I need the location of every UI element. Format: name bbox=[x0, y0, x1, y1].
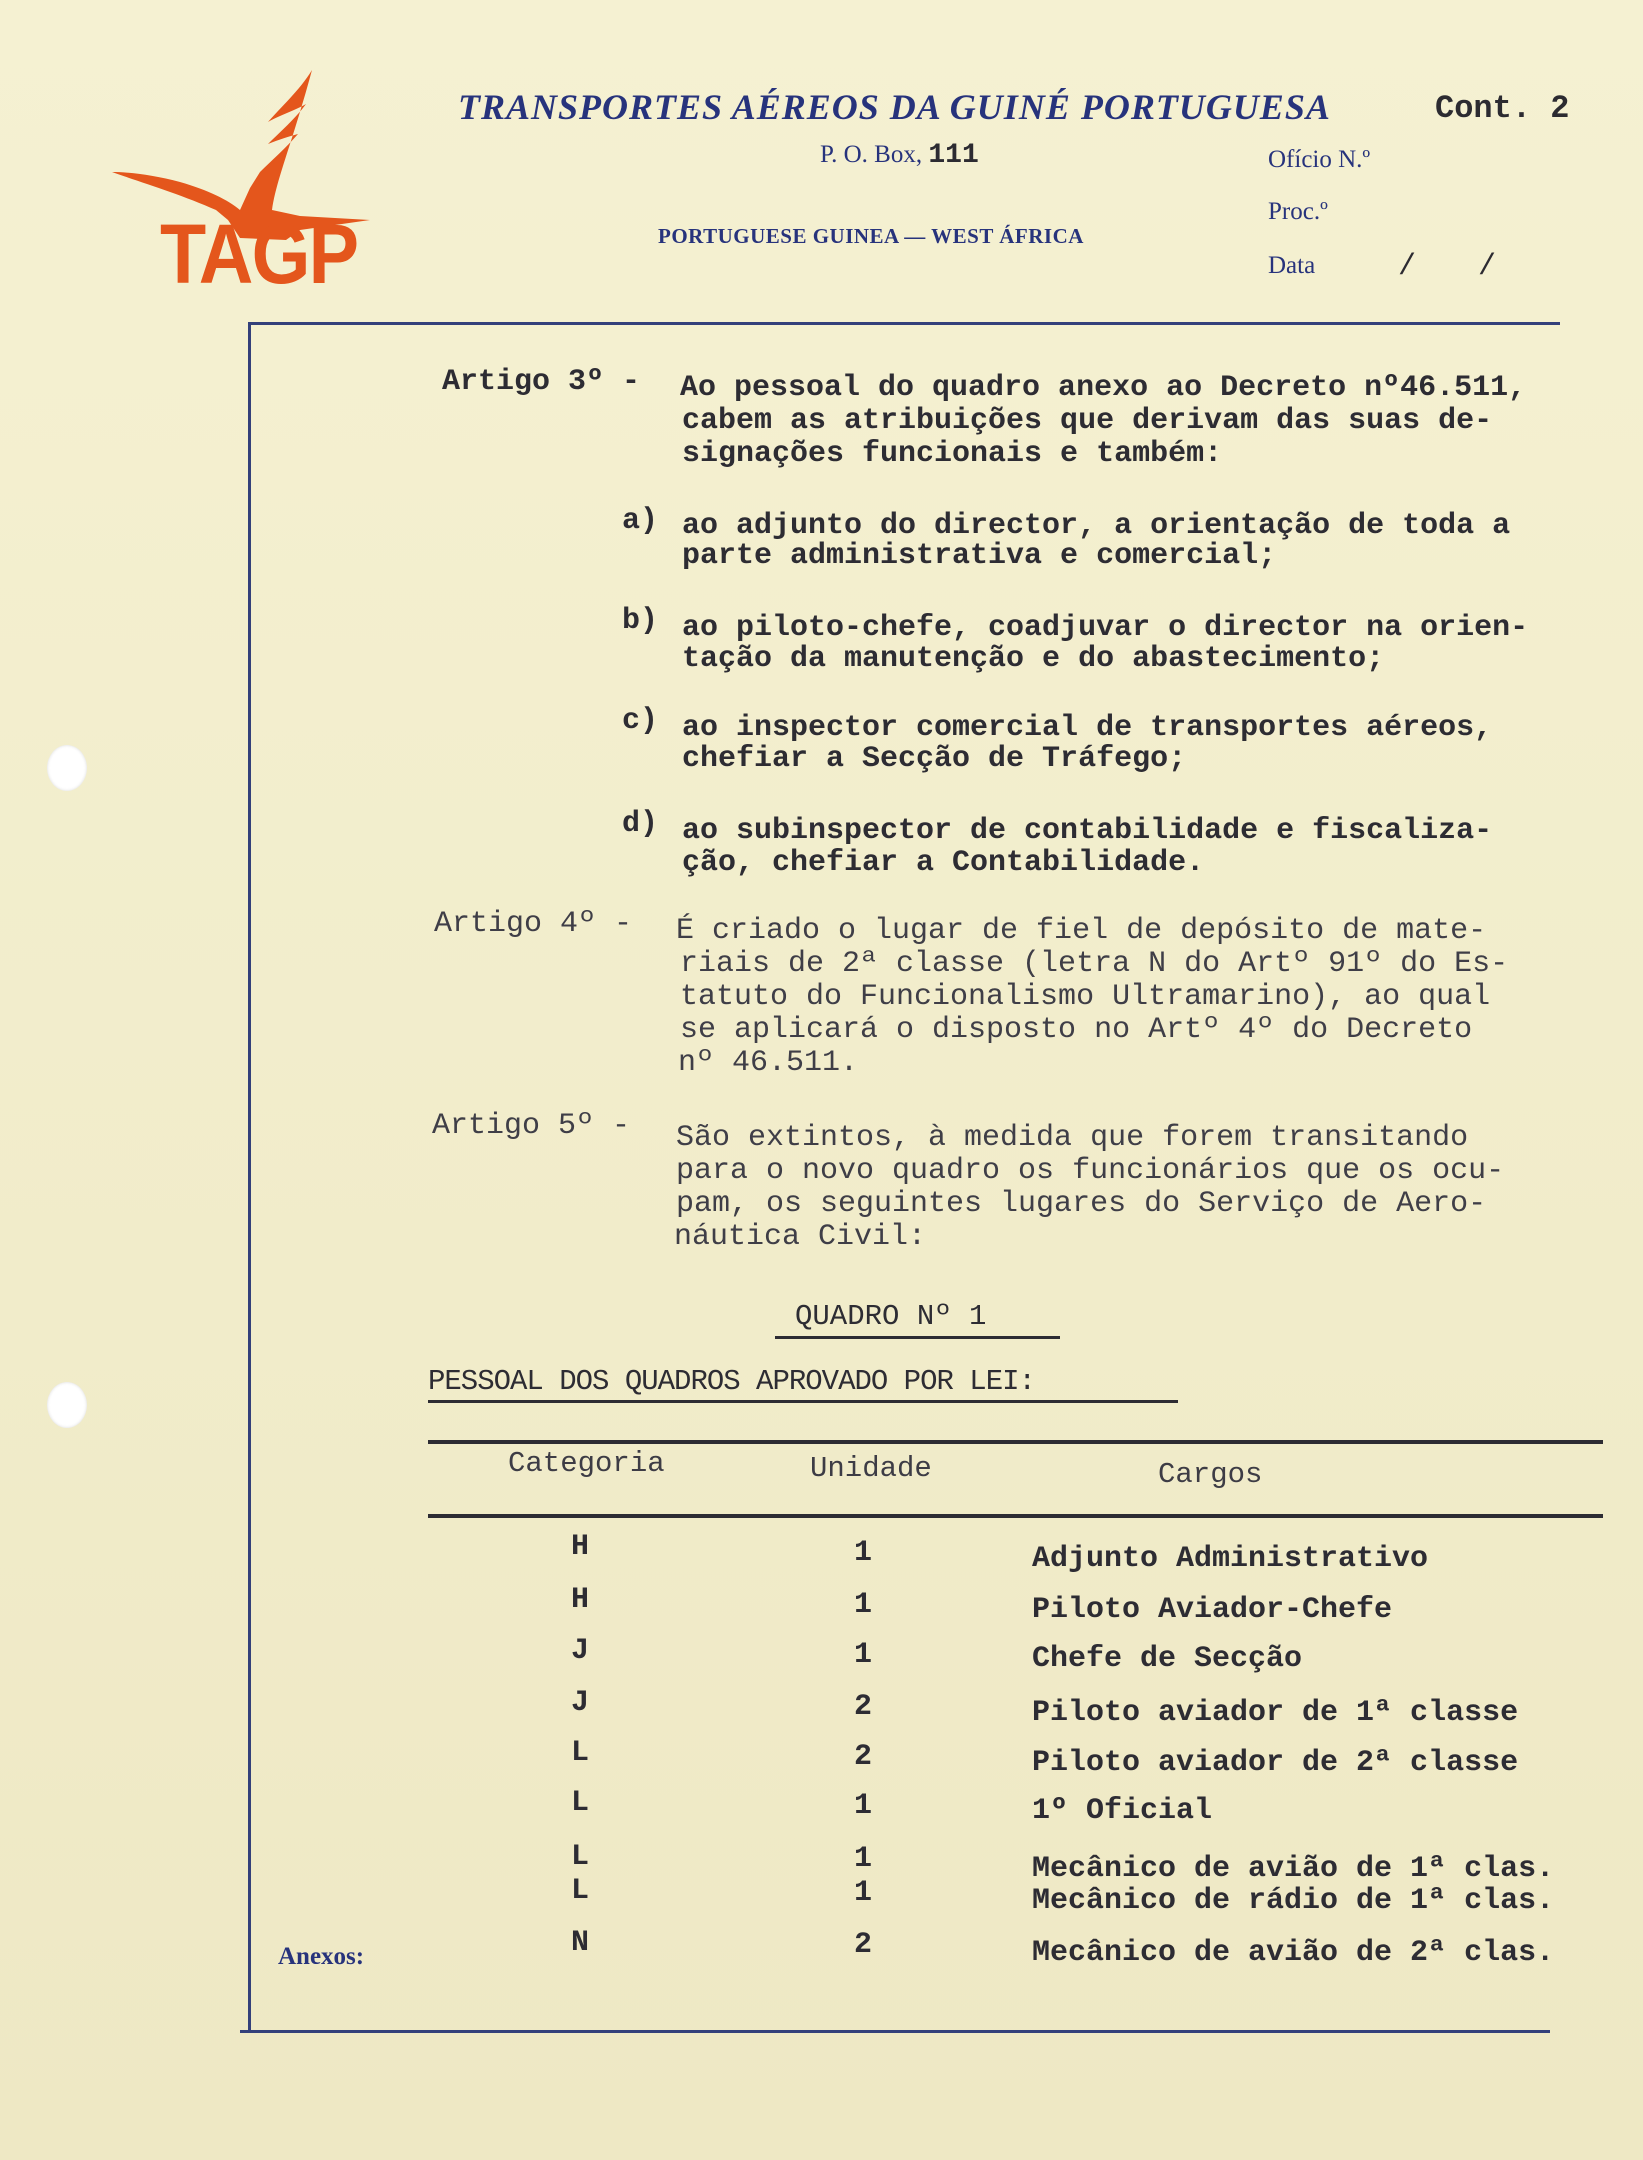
date-slash-1: / bbox=[1398, 250, 1417, 284]
artigo-4-line: tatuto do Funcionalismo Ultramarino), ao qual bbox=[680, 980, 1491, 1014]
item-c-line: ao inspector comercial de transportes aéreos, bbox=[682, 711, 1493, 745]
date-slash-2: / bbox=[1478, 250, 1497, 284]
item-d-line: ção, chefiar a Contabilidade. bbox=[682, 846, 1205, 880]
frame-bottom-rule bbox=[240, 2030, 1550, 2033]
table-header-rule bbox=[428, 1514, 1603, 1518]
tagp-logo-text: TAGP bbox=[160, 207, 358, 301]
item-marker-d: d) bbox=[622, 807, 659, 841]
artigo-5-line: para o novo quadro os funcionários que os ocu- bbox=[676, 1154, 1505, 1188]
table-cell-cargo: Chefe de Secção bbox=[1032, 1642, 1303, 1676]
artigo-4-line: se aplicará o disposto no Artº 4º do Decreto bbox=[680, 1013, 1473, 1047]
table-cell-cargo: Piloto Aviador-Chefe bbox=[1032, 1593, 1393, 1627]
table-cell-unidade: 1 bbox=[853, 1588, 872, 1622]
table-cell-unidade: 1 bbox=[853, 1789, 872, 1823]
frame-top-rule bbox=[248, 322, 1560, 325]
table-cell-categoria: L bbox=[570, 1786, 589, 1820]
table-cell-unidade: 2 bbox=[853, 1740, 872, 1774]
quadro-title-underline bbox=[775, 1336, 1060, 1339]
punch-hole-lower bbox=[47, 1382, 87, 1428]
artigo-3-label: Artigo 3º - bbox=[442, 365, 641, 399]
table-cell-categoria: H bbox=[570, 1530, 589, 1564]
artigo-5-line: São extintos, à medida que forem transitando bbox=[676, 1121, 1469, 1155]
table-cell-categoria: L bbox=[570, 1736, 589, 1770]
artigo-4-line: É criado o lugar de fiel de depósito de mate- bbox=[676, 914, 1487, 948]
proc-label: Proc.º bbox=[1268, 198, 1328, 225]
table-cell-categoria: L bbox=[570, 1874, 589, 1908]
table-cell-unidade: 2 bbox=[853, 1690, 872, 1724]
po-box-number: 111 bbox=[928, 140, 979, 171]
quadro-subtitle: PESSOAL DOS QUADROS APROVADO POR LEI: bbox=[428, 1365, 1035, 1398]
continuation-number: Cont. 2 bbox=[1435, 90, 1570, 127]
anexos-label: Anexos: bbox=[278, 1943, 365, 1970]
table-cell-cargo: Piloto aviador de 2ª classe bbox=[1032, 1746, 1519, 1780]
artigo-5-line: náutica Civil: bbox=[674, 1220, 927, 1254]
artigo-4-line: riais de 2ª classe (letra N do Artº 91º do Es- bbox=[680, 947, 1509, 981]
item-marker-a: a) bbox=[622, 504, 659, 538]
data-label: Data bbox=[1268, 252, 1316, 279]
item-d-line: ao subinspector de contabilidade e fiscaliza- bbox=[682, 814, 1493, 848]
column-header-unidade: Unidade bbox=[810, 1452, 932, 1485]
table-cell-categoria: J bbox=[570, 1686, 589, 1720]
quadro-subtitle-underline bbox=[428, 1400, 1178, 1403]
item-c-line: chefiar a Secção de Tráfego; bbox=[682, 742, 1187, 776]
artigo-4-line: nº 46.511. bbox=[678, 1046, 859, 1080]
table-cell-cargo: Mecânico de avião de 2ª clas. bbox=[1032, 1936, 1555, 1970]
table-cell-cargo: Adjunto Administrativo bbox=[1032, 1542, 1429, 1576]
artigo-3-line: Ao pessoal do quadro anexo ao Decreto nº46.511, bbox=[680, 371, 1527, 405]
item-marker-b: b) bbox=[622, 604, 659, 638]
po-box bbox=[820, 140, 979, 171]
item-b-line: tação da manutenção e do abastecimento; bbox=[682, 642, 1385, 676]
table-cell-categoria: J bbox=[570, 1634, 589, 1668]
artigo-5-label: Artigo 5º - bbox=[432, 1109, 631, 1143]
item-a-line: parte administrativa e comercial; bbox=[682, 539, 1277, 573]
table-cell-categoria: H bbox=[570, 1583, 589, 1617]
frame-left-rule bbox=[248, 322, 251, 2032]
country-line: PORTUGUESE GUINEA — WEST ÁFRICA bbox=[658, 224, 1084, 248]
po-box-label: P. O. Box, bbox=[820, 141, 923, 168]
item-a-line: ao adjunto do director, a orientação de toda a bbox=[682, 509, 1511, 543]
table-cell-cargo: Piloto aviador de 1ª classe bbox=[1032, 1696, 1519, 1730]
artigo-4-label: Artigo 4º - bbox=[434, 907, 633, 941]
table-cell-unidade: 1 bbox=[853, 1536, 872, 1570]
oficio-label: Ofício N.º bbox=[1268, 146, 1371, 173]
table-top-rule bbox=[428, 1440, 1603, 1444]
artigo-3-line: cabem as atribuições que derivam das suas de- bbox=[682, 404, 1493, 438]
item-b-line: ao piloto-chefe, coadjuvar o director na orien- bbox=[682, 611, 1529, 645]
table-cell-categoria: N bbox=[570, 1926, 589, 1960]
artigo-5-line: pam, os seguintes lugares do Serviço de Aero- bbox=[676, 1187, 1487, 1221]
column-header-cargos: Cargos bbox=[1158, 1458, 1263, 1491]
table-cell-unidade: 1 bbox=[853, 1842, 872, 1876]
table-cell-cargo: Mecânico de rádio de 1ª clas. bbox=[1032, 1884, 1555, 1918]
artigo-3-line: signações funcionais e também: bbox=[682, 437, 1223, 471]
table-cell-cargo: 1º Oficial bbox=[1032, 1794, 1213, 1828]
table-cell-categoria: L bbox=[570, 1840, 589, 1874]
table-cell-unidade: 2 bbox=[853, 1928, 872, 1962]
quadro-title: QUADRO Nº 1 bbox=[795, 1300, 987, 1333]
item-marker-c: c) bbox=[622, 704, 659, 738]
table-cell-cargo: Mecânico de avião de 1ª clas. bbox=[1032, 1852, 1555, 1886]
table-cell-unidade: 1 bbox=[853, 1638, 872, 1672]
table-cell-unidade: 1 bbox=[853, 1876, 872, 1910]
company-name: TRANSPORTES AÉREOS DA GUINÉ PORTUGUESA bbox=[458, 87, 1331, 127]
punch-hole-upper bbox=[47, 745, 87, 791]
column-header-categoria: Categoria bbox=[508, 1447, 665, 1480]
